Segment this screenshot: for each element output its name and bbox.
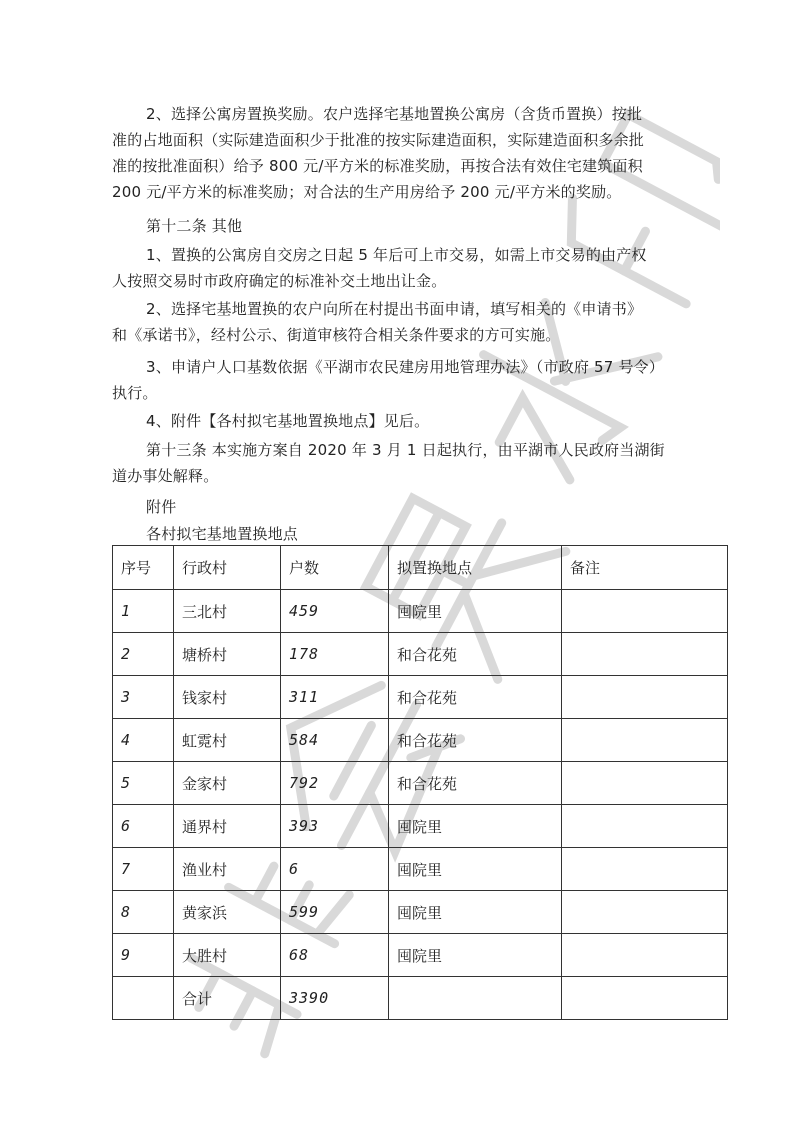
paragraph-line: 道办事处解释。 xyxy=(112,467,219,485)
table-row xyxy=(113,762,728,805)
cell-households: 459 xyxy=(281,590,389,633)
cell-note xyxy=(562,977,728,1020)
paragraph-listing-trade xyxy=(112,242,680,294)
table-row xyxy=(113,934,728,977)
table-row xyxy=(113,891,728,934)
paragraph-population-basis xyxy=(112,354,680,406)
table-body xyxy=(113,590,728,1020)
paragraph-apartment-reward xyxy=(112,101,680,205)
cell-note xyxy=(562,805,728,848)
table-row xyxy=(113,805,728,848)
cell-village: 通界村 xyxy=(174,805,281,848)
table-header-row xyxy=(113,546,728,590)
cell-no: 9 xyxy=(113,934,174,977)
article-13-paragraph xyxy=(112,437,680,489)
table-row xyxy=(113,633,728,676)
paragraph-line: 执行。 xyxy=(112,384,158,402)
paragraph-line: 1、置换的公寓房自交房之日起 5 年后可上市交易，如需上市交易的由产权 xyxy=(146,246,647,264)
paragraph-application xyxy=(112,296,680,348)
table-total-row xyxy=(113,977,728,1020)
table-row xyxy=(113,848,728,891)
cell-no: 6 xyxy=(113,805,174,848)
paragraph-line: 第十三条 本实施方案自 2020 年 3 月 1 日起执行，由平湖市人民政府当湖街 xyxy=(146,441,665,459)
cell-no: 2 xyxy=(113,633,174,676)
cell-site: 囤院里 xyxy=(389,590,562,633)
cell-site: 囤院里 xyxy=(389,891,562,934)
attachment-label: 附件 xyxy=(146,498,177,516)
cell-note xyxy=(562,676,728,719)
cell-village: 虹霓村 xyxy=(174,719,281,762)
cell-site: 囤院里 xyxy=(389,805,562,848)
cell-no xyxy=(113,977,174,1020)
cell-village: 金家村 xyxy=(174,762,281,805)
cell-note xyxy=(562,934,728,977)
table-row xyxy=(113,719,728,762)
header-note: 备注 xyxy=(562,546,728,590)
cell-note xyxy=(562,719,728,762)
cell-no: 7 xyxy=(113,848,174,891)
cell-village: 塘桥村 xyxy=(174,633,281,676)
cell-households: 599 xyxy=(281,891,389,934)
cell-note xyxy=(562,891,728,934)
header-households: 户数 xyxy=(281,546,389,590)
cell-site: 囤院里 xyxy=(389,848,562,891)
cell-site xyxy=(389,977,562,1020)
paragraph-line: 200 元/平方米的标准奖励；对合法的生产用房给予 200 元/平方米的奖励。 xyxy=(112,183,622,201)
header-village: 行政村 xyxy=(174,546,281,590)
paragraph-line: 2、选择公寓房置换奖励。农户选择宅基地置换公寓房（含货币置换）按批 xyxy=(146,105,643,123)
cell-village: 钱家村 xyxy=(174,676,281,719)
cell-no: 4 xyxy=(113,719,174,762)
cell-site: 和合花苑 xyxy=(389,633,562,676)
cell-village: 三北村 xyxy=(174,590,281,633)
cell-households: 68 xyxy=(281,934,389,977)
header-no: 序号 xyxy=(113,546,174,590)
paragraph-line: 人按照交易时市政府确定的标准补交土地出让金。 xyxy=(112,272,447,290)
cell-no: 3 xyxy=(113,676,174,719)
paragraph-line: 2、选择宅基地置换的农户向所在村提出书面申请，填写相关的《申请书》 xyxy=(146,300,643,318)
cell-households: 584 xyxy=(281,719,389,762)
table-row xyxy=(113,590,728,633)
cell-households: 393 xyxy=(281,805,389,848)
cell-note xyxy=(562,590,728,633)
cell-households: 178 xyxy=(281,633,389,676)
table-caption: 各村拟宅基地置换地点 xyxy=(146,525,299,543)
paragraph-line: 和《承诺书》，经村公示、街道审核符合相关条件要求的方可实施。 xyxy=(112,326,561,344)
cell-households: 6 xyxy=(281,848,389,891)
cell-note xyxy=(562,848,728,891)
relocation-sites-table xyxy=(112,545,728,1020)
cell-site: 和合花苑 xyxy=(389,762,562,805)
cell-total-label: 合计 xyxy=(174,977,281,1020)
table-row xyxy=(113,676,728,719)
cell-no: 8 xyxy=(113,891,174,934)
cell-site: 和合花苑 xyxy=(389,676,562,719)
paragraph-line: 准的占地面积（实际建造面积少于批准的按实际建造面积，实际建造面积多余批 xyxy=(112,131,645,149)
cell-no: 1 xyxy=(113,590,174,633)
article-12-heading: 第十二条 其他 xyxy=(146,217,243,235)
paragraph-line: 准的按批准面积）给予 800 元/平方米的标准奖励，再按合法有效住宅建筑面积 xyxy=(112,157,643,175)
cell-households: 311 xyxy=(281,676,389,719)
cell-note xyxy=(562,633,728,676)
cell-village: 黄家浜 xyxy=(174,891,281,934)
cell-note xyxy=(562,762,728,805)
cell-village: 大胜村 xyxy=(174,934,281,977)
paragraph-attachment-note: 4、附件【各村拟宅基地置换地点】见后。 xyxy=(146,412,430,430)
cell-site: 和合花苑 xyxy=(389,719,562,762)
header-site: 拟置换地点 xyxy=(389,546,562,590)
paragraph-line: 3、申请户人口基数依据《平湖市农民建房用地管理办法》（市政府 57 号令） xyxy=(146,358,665,376)
cell-total-households: 3390 xyxy=(281,977,389,1020)
cell-households: 792 xyxy=(281,762,389,805)
cell-site: 囤院里 xyxy=(389,934,562,977)
cell-no: 5 xyxy=(113,762,174,805)
cell-village: 渔业村 xyxy=(174,848,281,891)
